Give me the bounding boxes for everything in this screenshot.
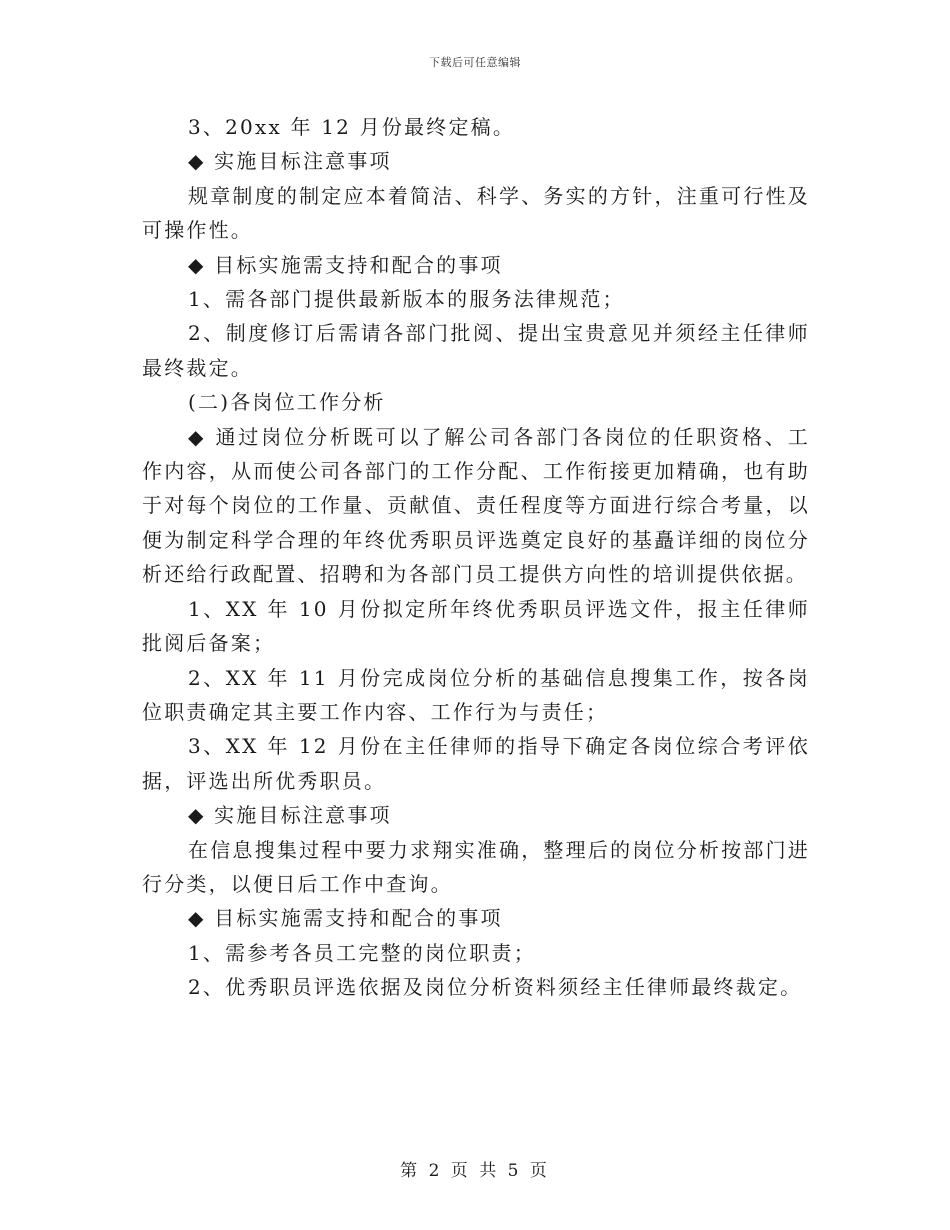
list-item-december-plan: 3、XX 年 12 月份在主任律师的指导下确定各岗位综合考评依据，评选出所优秀职员。	[142, 734, 810, 793]
heading-support-items: ◆ 目标实施需支持和配合的事项	[188, 252, 503, 277]
list-item-job-duties: 1、需参考各员工完整的岗位职责；	[188, 940, 536, 965]
heading-support-items-2: ◆ 目标实施需支持和配合的事项	[188, 906, 503, 931]
section-heading-job-analysis: (二)各岗位工作分析	[188, 390, 386, 415]
paragraph-finalize-date: 3、20xx 年 12 月份最终定稿。	[188, 115, 516, 139]
paragraph-job-analysis-purpose: ◆ 通过岗位分析既可以了解公司各部门各岗位的任职资格、工作内容，从而使公司各部门的工作分配、工作衔接更加精确，也有助于对每个岗位的工作量、贡献值、责任程度等方面进行综合考量，以便为制定科学合理的年终优秀职员评选奠定良好的基矗详细的岗位分析还给行政配置、招聘和为各部门员工提供方向性的培训提供依据。	[142, 424, 810, 587]
document-body	[142, 110, 810, 1005]
list-item-final-approval: 2、优秀职员评选依据及岗位分析资料须经主任律师最终裁定。	[188, 975, 803, 1000]
paragraph-regulation-principle: 规章制度的制定应本着简洁、科学、务实的方针，注重可行性及可操作性。	[142, 183, 810, 243]
heading-implementation-notes: ◆ 实施目标注意事项	[188, 149, 392, 174]
page-number-footer: 第 2 页 共 5 页	[400, 1161, 550, 1181]
paragraph-info-collection: 在信息搜集过程中要力求翔实准确，整理后的岗位分析按部门进行分类，以便日后工作中查询。	[142, 837, 810, 896]
list-item-legal-norms: 1、需各部门提供最新版本的服务法律规范；	[188, 287, 625, 312]
list-item-review-approval: 2、制度修订后需请各部门批阅、提出宝贵意见并须经主任律师最终裁定。	[142, 321, 810, 380]
list-item-october-plan: 1、XX 年 10 月份拟定所年终优秀职员评选文件，报主任律师批阅后备案；	[142, 596, 810, 656]
list-item-november-plan: 2、XX 年 11 月份完成岗位分析的基础信息搜集工作，按各岗位职责确定其主要工作内容、工作行为与责任；	[142, 665, 810, 724]
heading-implementation-notes-2: ◆ 实施目标注意事项	[188, 803, 392, 828]
page-header: 下载后可任意编辑	[429, 56, 521, 69]
